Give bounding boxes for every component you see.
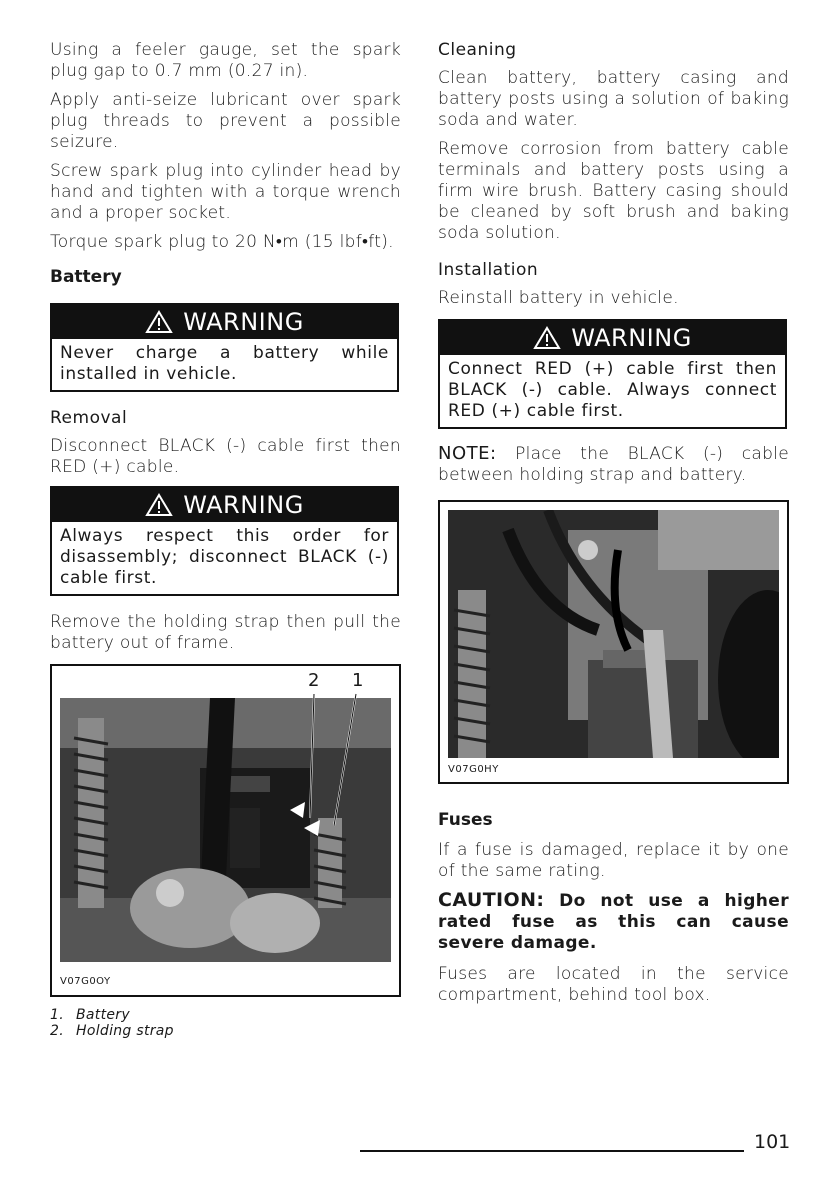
paragraph: Using a feeler gauge, set the spark plug gap to 0.7 mm (0.27 in). [50, 40, 401, 81]
warning-text: Always respect this order for disassembly; disconnect BLACK (-) cable first. [60, 526, 389, 588]
note-label: NOTE: [438, 443, 497, 464]
photo-legend [50, 1007, 401, 1039]
paragraph: Remove the holding strap then pull the battery out of frame. [50, 612, 401, 653]
legend-item: 1. Battery [50, 1007, 130, 1023]
battery-removal-photo-frame [50, 664, 401, 997]
warning-box [50, 303, 399, 392]
page-number: 101 [754, 1131, 791, 1153]
paragraph: If a fuse is damaged, replace it by one of the same rating. [438, 840, 789, 881]
note-text: Place the BLACK (-) cable between holding strap and battery. [438, 444, 789, 485]
paragraph: Torque spark plug to 20 N•m (15 lbf•ft). [50, 232, 394, 252]
warning-title: WARNING [183, 491, 304, 519]
section-heading-battery: Battery [50, 267, 122, 287]
warning-title: WARNING [571, 324, 692, 352]
warning-box [50, 486, 399, 596]
warning-header [52, 488, 397, 522]
legend-item: 2. Holding strap [50, 1023, 174, 1039]
caution-text: Do not use a higher rated fuse as this can cause severe damage. [438, 891, 789, 953]
warning-title: WARNING [183, 308, 304, 336]
paragraph: Apply anti-seize lubricant over spark plug threads to prevent a possible seizure. [50, 90, 401, 152]
callout-leader-lines [52, 666, 403, 999]
right-column [438, 40, 789, 1014]
paragraph: Fuses are located in the service compartment, behind tool box. [438, 964, 789, 1005]
warning-header [440, 321, 785, 355]
section-heading-fuses: Fuses [438, 810, 493, 830]
battery-install-photo [448, 510, 779, 758]
subsection-heading-installation: Installation [438, 260, 539, 280]
subsection-heading-cleaning: Cleaning [438, 40, 517, 60]
footer-rule [360, 1150, 744, 1152]
subsection-heading-removal: Removal [50, 408, 128, 428]
left-column [50, 40, 401, 1039]
paragraph: Disconnect BLACK (-) cable first then RED (+) cable. [50, 436, 401, 477]
paragraph: Remove corrosion from battery cable terminals and battery posts using a firm wire brush. Battery casing should be cleaned by soft brush and baking soda solution. [438, 139, 789, 243]
caution-paragraph [438, 890, 789, 954]
paragraph: Clean battery, battery casing and battery posts using a solution of baking soda and water. [438, 68, 789, 130]
warning-triangle-icon [533, 326, 561, 350]
warning-triangle-icon [145, 493, 173, 517]
photo-code: V07G0OY [60, 976, 111, 987]
warning-triangle-icon [145, 310, 173, 334]
note-paragraph [438, 443, 789, 486]
paragraph: Screw spark plug into cylinder head by hand and tighten with a torque wrench and a proper socket. [50, 161, 401, 223]
warning-text: Connect RED (+) cable first then BLACK (-) cable. Always connect RED (+) cable first. [448, 359, 777, 421]
battery-install-photo-frame [438, 500, 789, 784]
caution-label: CAUTION: [438, 889, 545, 911]
warning-header [52, 305, 397, 339]
warning-text: Never charge a battery while installed in vehicle. [60, 343, 389, 384]
photo-code: V07G0HY [448, 764, 499, 775]
callout-number: 1 [352, 670, 364, 691]
paragraph: Reinstall battery in vehicle. [438, 288, 679, 308]
callout-number: 2 [308, 670, 320, 691]
warning-box [438, 319, 787, 429]
